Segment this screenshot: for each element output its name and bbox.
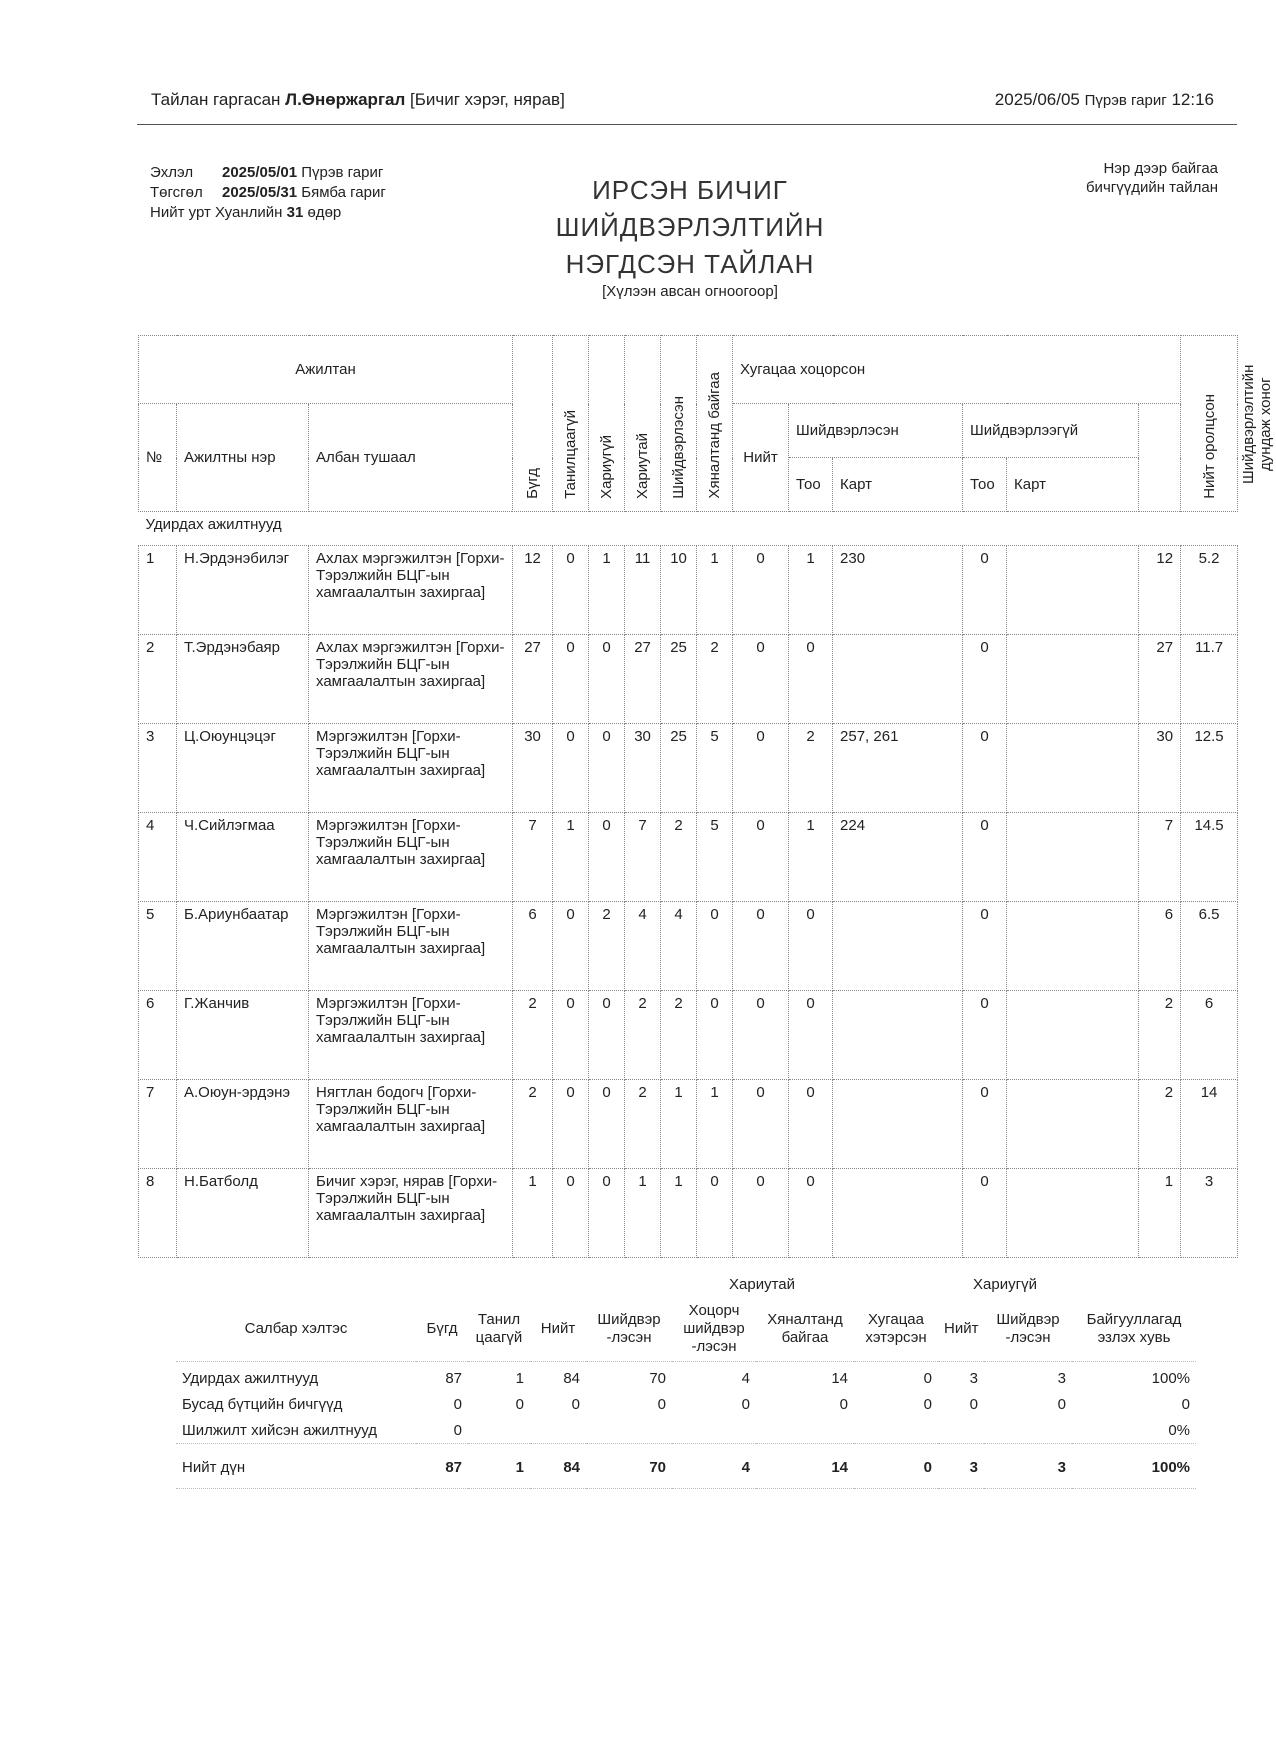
row-unfamiliar: 0 <box>553 902 589 991</box>
row-od-res-card: 224 <box>833 813 963 902</box>
summary-total: 0 <box>453 1396 462 1413</box>
col-overdue-resolved: Шийдвэрлэсэн <box>789 404 963 458</box>
row-resolved: 1 <box>661 1080 697 1169</box>
row-od-unres-card <box>1007 1169 1139 1258</box>
row-od-res-card: 230 <box>833 546 963 635</box>
row-control: 0 <box>697 902 733 991</box>
summary-col-a-total: Нийт <box>540 1319 576 1337</box>
row-unanswered: 2 <box>589 902 625 991</box>
title-line-1: ИРСЭН БИЧИГ <box>592 175 788 205</box>
row-od-unres-count: 0 <box>963 546 1007 635</box>
row-od-unres-count: 0 <box>963 1169 1007 1258</box>
start-label: Эхлэл <box>150 164 194 181</box>
row-od-unres-card <box>1007 724 1139 813</box>
row-name: Т.Эрдэнэбаяр <box>177 635 309 724</box>
summary-col-a-late: Хоцорч шийдвэр -лэсэн <box>683 1301 745 1355</box>
summary-a-expired <box>854 1418 938 1444</box>
row-participated: 12 <box>1139 546 1181 635</box>
row-resolved: 1 <box>661 1169 697 1258</box>
row-no: 8 <box>139 1169 177 1258</box>
summary-unanswered-group: Хариугүй <box>973 1276 1037 1293</box>
row-od-res-count: 0 <box>789 1169 833 1258</box>
summary-total-a-total: 84 <box>563 1459 580 1477</box>
row-unfamiliar: 0 <box>553 724 589 813</box>
row-name: Б.Ариунбаатар <box>177 902 309 991</box>
row-position: Бичиг хэрэг, нярав [Горхи-Тэрэлжийн БЦГ-ын хамгаалалтын захиргаа] <box>309 1169 513 1258</box>
table-row <box>139 635 1238 724</box>
row-resolved: 2 <box>661 991 697 1080</box>
table-row <box>139 724 1238 813</box>
table-row <box>139 1169 1238 1258</box>
summary-total-a-resolved: 70 <box>649 1459 666 1477</box>
row-unanswered: 0 <box>589 724 625 813</box>
summary-share: 0% <box>1168 1421 1191 1439</box>
col-overdue-unresolved: Шийдвэрлээгүй <box>963 404 1139 458</box>
summary-label: Шилжилт хийсэн ажилтнууд <box>182 1421 378 1439</box>
row-unanswered: 0 <box>589 635 625 724</box>
summary-u-resolved: 0 <box>1057 1396 1067 1413</box>
summary-share: 0 <box>1181 1396 1191 1413</box>
row-control: 5 <box>697 724 733 813</box>
row-avg: 6 <box>1181 991 1238 1080</box>
header-divider <box>137 124 1237 125</box>
report-type-line-1: Нэр дээр байгаа <box>1103 160 1218 177</box>
total-days: 31 <box>286 204 304 221</box>
row-no: 5 <box>139 902 177 991</box>
row-name: Г.Жанчив <box>177 991 309 1080</box>
row-od-res-count: 1 <box>789 813 833 902</box>
summary-row <box>176 1418 1196 1444</box>
report-type-line-2: бичгүүдийн тайлан <box>1085 179 1218 196</box>
summary-col-u-resolved: Шийдвэр -лэсэн <box>996 1310 1060 1346</box>
row-participated: 30 <box>1139 724 1181 813</box>
row-answered: 11 <box>625 546 661 635</box>
row-od-res-count: 0 <box>789 902 833 991</box>
row-name: А.Оюун-эрдэнэ <box>177 1080 309 1169</box>
col-unfamiliar: Танилцаагүй <box>553 336 589 512</box>
table-row <box>139 902 1238 991</box>
row-unfamiliar: 0 <box>553 991 589 1080</box>
col-under-control: Хяналтанд байгаа <box>697 336 733 512</box>
row-unanswered: 1 <box>589 546 625 635</box>
report-time: 12:16 <box>1171 90 1214 109</box>
summary-a-total: 84 <box>563 1370 580 1387</box>
row-avg: 3 <box>1181 1169 1238 1258</box>
row-od-total: 0 <box>733 1169 789 1258</box>
report-day: Пүрэв гариг <box>1084 92 1167 109</box>
row-od-unres-count: 0 <box>963 724 1007 813</box>
author-role: [Бичиг хэрэг, нярав] <box>410 90 565 109</box>
end-day: Бямба гариг <box>301 184 386 201</box>
row-position: Ахлах мэргэжилтэн [Горхи-Тэрэлжийн БЦГ-ын хамгаалалтын захиргаа] <box>309 635 513 724</box>
row-od-res-count: 1 <box>789 546 833 635</box>
row-name: Н.Эрдэнэбилэг <box>177 546 309 635</box>
row-od-total: 0 <box>733 991 789 1080</box>
row-od-res-count: 0 <box>789 991 833 1080</box>
col-participated: Нийт оролцсон <box>1181 336 1238 512</box>
report-subtitle: [Хүлээн авсан огноогоор] <box>602 283 778 300</box>
row-od-total: 0 <box>733 635 789 724</box>
summary-total-total: 87 <box>445 1459 462 1477</box>
summary-a-late: 4 <box>741 1370 750 1387</box>
row-od-res-count: 0 <box>789 635 833 724</box>
author-prefix: Тайлан гаргасан <box>151 90 281 109</box>
row-od-unres-count: 0 <box>963 902 1007 991</box>
col-card: Карт <box>833 458 963 512</box>
col-resolved: Шийдвэрлэсэн <box>661 336 697 512</box>
row-od-res-count: 0 <box>789 1080 833 1169</box>
row-position: Нягтлан бодогч [Горхи-Тэрэлжийн БЦГ-ын хамгаалалтын захиргаа] <box>309 1080 513 1169</box>
row-participated: 7 <box>1139 813 1181 902</box>
summary-col-a-expired: Хугацаа хэтэрсэн <box>865 1310 927 1346</box>
report-datetime <box>995 90 1214 110</box>
row-avg: 11.7 <box>1181 635 1238 724</box>
col-name: Ажилтны нэр <box>177 404 309 512</box>
row-no: 3 <box>139 724 177 813</box>
table-row <box>139 546 1238 635</box>
row-od-unres-card <box>1007 991 1139 1080</box>
row-control: 2 <box>697 635 733 724</box>
row-unfamiliar: 0 <box>553 1169 589 1258</box>
report-title <box>520 172 860 283</box>
row-resolved: 25 <box>661 635 697 724</box>
end-label: Төгсгөл <box>150 184 203 201</box>
summary-total-u-resolved: 3 <box>1057 1459 1067 1477</box>
row-no: 6 <box>139 991 177 1080</box>
row-od-unres-card <box>1007 1080 1139 1169</box>
summary-col-unfamiliar: Танил цаагүй <box>475 1310 523 1346</box>
row-total: 30 <box>513 724 553 813</box>
summary-total-a-expired: 0 <box>923 1459 932 1477</box>
row-position: Мэргэжилтэн [Горхи-Тэрэлжийн БЦГ-ын хамгаалалтын захиргаа] <box>309 902 513 991</box>
row-avg: 5.2 <box>1181 546 1238 635</box>
summary-a-late: 0 <box>741 1396 750 1413</box>
summary-a-control <box>756 1418 854 1444</box>
summary-label: Удирдах ажилтнууд <box>182 1370 319 1387</box>
summary-table <box>176 1273 1196 1493</box>
row-answered: 7 <box>625 813 661 902</box>
summary-u-resolved <box>984 1418 1072 1444</box>
start-day: Пүрэв гариг <box>301 164 384 181</box>
row-avg: 12.5 <box>1181 724 1238 813</box>
row-unanswered: 0 <box>589 813 625 902</box>
row-od-unres-card <box>1007 546 1139 635</box>
summary-a-expired: 0 <box>923 1370 932 1387</box>
row-od-unres-count: 0 <box>963 1080 1007 1169</box>
row-control: 5 <box>697 813 733 902</box>
summary-total-unfamiliar: 1 <box>515 1459 524 1477</box>
row-participated: 27 <box>1139 635 1181 724</box>
row-position: Мэргэжилтэн [Горхи-Тэрэлжийн БЦГ-ын хамгаалалтын захиргаа] <box>309 724 513 813</box>
summary-total: 0 <box>453 1421 462 1439</box>
row-answered: 2 <box>625 1080 661 1169</box>
summary-total-u-total: 3 <box>969 1459 978 1477</box>
summary-a-resolved <box>586 1418 672 1444</box>
row-no: 1 <box>139 546 177 635</box>
summary-a-resolved: 0 <box>657 1396 666 1413</box>
row-od-res-count: 2 <box>789 724 833 813</box>
row-participated: 6 <box>1139 902 1181 991</box>
row-od-res-card <box>833 635 963 724</box>
group-label: Удирдах ажилтнууд <box>139 512 1238 546</box>
row-od-unres-count: 0 <box>963 635 1007 724</box>
summary-col-a-resolved: Шийдвэр -лэсэн <box>597 1310 661 1346</box>
row-od-unres-card <box>1007 813 1139 902</box>
summary-row <box>176 1366 1196 1392</box>
row-participated: 2 <box>1139 1080 1181 1169</box>
row-participated: 2 <box>1139 991 1181 1080</box>
row-answered: 2 <box>625 991 661 1080</box>
summary-row <box>176 1392 1196 1418</box>
row-name: Ц.Оюунцэцэг <box>177 724 309 813</box>
row-position: Мэргэжилтэн [Горхи-Тэрэлжийн БЦГ-ын хамгаалалтын захиргаа] <box>309 813 513 902</box>
table-row <box>139 1080 1238 1169</box>
row-unfamiliar: 0 <box>553 1080 589 1169</box>
summary-total-a-late: 4 <box>741 1459 750 1477</box>
summary-a-total: 0 <box>571 1396 580 1413</box>
report-author <box>151 90 565 110</box>
end-date: 2025/05/31 <box>222 184 298 201</box>
row-od-unres-count: 0 <box>963 813 1007 902</box>
table-row <box>139 813 1238 902</box>
summary-a-late <box>672 1418 756 1444</box>
row-od-res-card <box>833 1080 963 1169</box>
summary-a-resolved: 70 <box>649 1370 666 1387</box>
row-od-unres-card <box>1007 635 1139 724</box>
summary-label: Бусад бүтцийн бичгүүд <box>182 1396 343 1413</box>
row-total: 6 <box>513 902 553 991</box>
row-control: 1 <box>697 1080 733 1169</box>
col-no: № <box>139 404 177 512</box>
row-position: Мэргэжилтэн [Горхи-Тэрэлжийн БЦГ-ын хамгаалалтын захиргаа] <box>309 991 513 1080</box>
row-od-total: 0 <box>733 1080 789 1169</box>
row-total: 12 <box>513 546 553 635</box>
summary-a-control: 0 <box>839 1396 848 1413</box>
period-info <box>150 163 386 223</box>
summary-unfamiliar <box>468 1418 530 1444</box>
row-resolved: 4 <box>661 902 697 991</box>
row-total: 7 <box>513 813 553 902</box>
row-od-total: 0 <box>733 724 789 813</box>
row-unanswered: 0 <box>589 991 625 1080</box>
row-name: Ч.Сийлэгмаа <box>177 813 309 902</box>
title-line-2: ШИЙДВЭРЛЭЛТИЙН <box>555 212 825 242</box>
row-resolved: 25 <box>661 724 697 813</box>
summary-total-a-control: 14 <box>831 1459 848 1477</box>
row-position: Ахлах мэргэжилтэн [Горхи-Тэрэлжийн БЦГ-ын хамгаалалтын захиргаа] <box>309 546 513 635</box>
summary-total-row <box>176 1448 1196 1488</box>
employee-table: Ажилтан Бүгд Танилцаагүй Хариугүй Хариутай Шийдвэрлэсэн Хяналтанд байгаа Хугацаа хоцорсон Нийт оролцсон Шийдвэрлэлтийн дундаж хоног № Ажилтны нэр Албан тушаал Нийт Шийдвэрлэсэн Шийдвэрлээгүй Тоо Карт Тоо Карт Удирдах ажилтнууд 1 Н.Эрдэнэбилэг Ахлах мэргэжилтэн [Горхи-Тэрэлжийн БЦГ-ын хамгаалалтын захиргаа] 12 0 1 11 10 1 0 1 230 0 12 5.2 2 Т.Эрдэнэбаяр Ахлах мэргэжилтэн [Горхи-Тэрэлжийн БЦГ-ын хамгаалалтын захиргаа] 27 0 0 27 25 2 0 0 0 27 11.7 3 Ц.Оюунцэцэг Мэргэжилтэн [Горхи-Тэрэлжийн БЦГ-ын хамгаалалтын захиргаа] 30 0 0 30 25 5 0 2 257, 261 0 30 12.5 4 Ч.Сийлэгмаа Мэргэжилтэн [Горхи-Тэрэлжийн БЦГ-ын хамгаалалтын захиргаа] 7 1 0 7 2 5 0 1 224 0 7 14.5 5 Б.Ариунбаатар Мэргэжилтэн [Горхи-Тэрэлжийн БЦГ-ын хамгаалалтын захиргаа] 6 0 2 4 4 0 0 0 0 6 6.5 6 Г.Жанчив Мэргэжилтэн [Горхи-Тэрэлжийн БЦГ-ын хамгаалалтын захиргаа] 2 0 0 2 2 0 0 0 0 2 6 7 А.Оюун-эрдэнэ Нягтлан бодогч [Горхи-Тэрэлжийн БЦГ-ын хамгаалалтын захиргаа] 2 0 0 2 1 1 0 0 0 2 14 8 Н.Батболд Бичиг хэрэг, нярав [Горхи-Тэрэлжийн БЦГ-ын хамгаалалтын захиргаа] 1 0 0 1 1 0 0 0 0 1 3 <box>138 335 1238 1258</box>
summary-u-total: 0 <box>969 1396 978 1413</box>
row-avg: 14 <box>1181 1080 1238 1169</box>
total-suffix: өдөр <box>307 204 342 221</box>
row-total: 1 <box>513 1169 553 1258</box>
row-resolved: 2 <box>661 813 697 902</box>
summary-u-resolved: 3 <box>1057 1370 1067 1387</box>
col-total: Бүгд <box>513 336 553 512</box>
summary-share: 100% <box>1151 1370 1191 1387</box>
row-total: 2 <box>513 1080 553 1169</box>
row-od-unres-card <box>1007 902 1139 991</box>
row-avg: 6.5 <box>1181 902 1238 991</box>
report-type-label <box>1086 159 1218 197</box>
summary-a-control: 14 <box>831 1370 848 1387</box>
row-od-unres-count: 0 <box>963 991 1007 1080</box>
row-od-res-card <box>833 991 963 1080</box>
summary-unfamiliar: 0 <box>515 1396 524 1413</box>
row-od-res-card <box>833 1169 963 1258</box>
row-unfamiliar: 0 <box>553 546 589 635</box>
row-od-total: 0 <box>733 902 789 991</box>
total-prefix: Нийт урт Хуанлийн <box>150 204 283 221</box>
row-no: 2 <box>139 635 177 724</box>
row-control: 0 <box>697 991 733 1080</box>
summary-col-a-control: Хяналтанд байгаа <box>767 1310 843 1346</box>
row-unanswered: 0 <box>589 1080 625 1169</box>
summary-col-u-total: Нийт <box>944 1319 979 1337</box>
row-od-res-card <box>833 902 963 991</box>
start-date: 2025/05/01 <box>222 164 298 181</box>
row-avg: 14.5 <box>1181 813 1238 902</box>
summary-col-total: Бүгд <box>426 1319 458 1337</box>
col-position: Албан тушаал <box>309 404 513 512</box>
row-control: 1 <box>697 546 733 635</box>
summary-a-expired: 0 <box>923 1396 932 1413</box>
col-unanswered: Хариугүй <box>589 336 625 512</box>
col-count: Тоо <box>789 458 833 512</box>
row-total: 27 <box>513 635 553 724</box>
summary-col-share: Байгууллагад эзлэх хувь <box>1086 1310 1182 1346</box>
row-control: 0 <box>697 1169 733 1258</box>
table-row <box>139 991 1238 1080</box>
row-unanswered: 0 <box>589 1169 625 1258</box>
overdue-header: Хугацаа хоцорсон <box>733 336 1181 404</box>
summary-u-total: 3 <box>969 1370 978 1387</box>
row-unfamiliar: 1 <box>553 813 589 902</box>
col-count-2: Тоо <box>963 458 1007 512</box>
row-answered: 1 <box>625 1169 661 1258</box>
row-total: 2 <box>513 991 553 1080</box>
row-answered: 4 <box>625 902 661 991</box>
title-line-3: НЭГДСЭН ТАЙЛАН <box>565 249 815 279</box>
row-name: Н.Батболд <box>177 1169 309 1258</box>
summary-total: 87 <box>445 1370 462 1387</box>
row-unfamiliar: 0 <box>553 635 589 724</box>
row-answered: 30 <box>625 724 661 813</box>
report-date: 2025/06/05 <box>994 90 1080 109</box>
author-name: Л.Өнөржаргал <box>285 90 406 109</box>
row-resolved: 10 <box>661 546 697 635</box>
summary-col-branch: Салбар хэлтэс <box>244 1319 348 1337</box>
summary-unfamiliar: 1 <box>515 1370 524 1387</box>
row-no: 7 <box>139 1080 177 1169</box>
row-answered: 27 <box>625 635 661 724</box>
summary-total-share: 100% <box>1151 1459 1191 1477</box>
row-od-total: 0 <box>733 546 789 635</box>
summary-total-label: Нийт дүн <box>182 1459 246 1477</box>
row-od-res-card: 257, 261 <box>833 724 963 813</box>
summary-u-total <box>938 1418 984 1444</box>
summary-a-total <box>530 1418 586 1444</box>
employee-header: Ажилтан <box>139 336 513 404</box>
row-participated: 1 <box>1139 1169 1181 1258</box>
row-no: 4 <box>139 813 177 902</box>
summary-answered-group: Хариутай <box>729 1276 795 1293</box>
col-card-2: Карт <box>1007 458 1139 512</box>
col-answered: Хариутай <box>625 336 661 512</box>
row-od-total: 0 <box>733 813 789 902</box>
col-overdue-total: Нийт <box>733 404 789 512</box>
